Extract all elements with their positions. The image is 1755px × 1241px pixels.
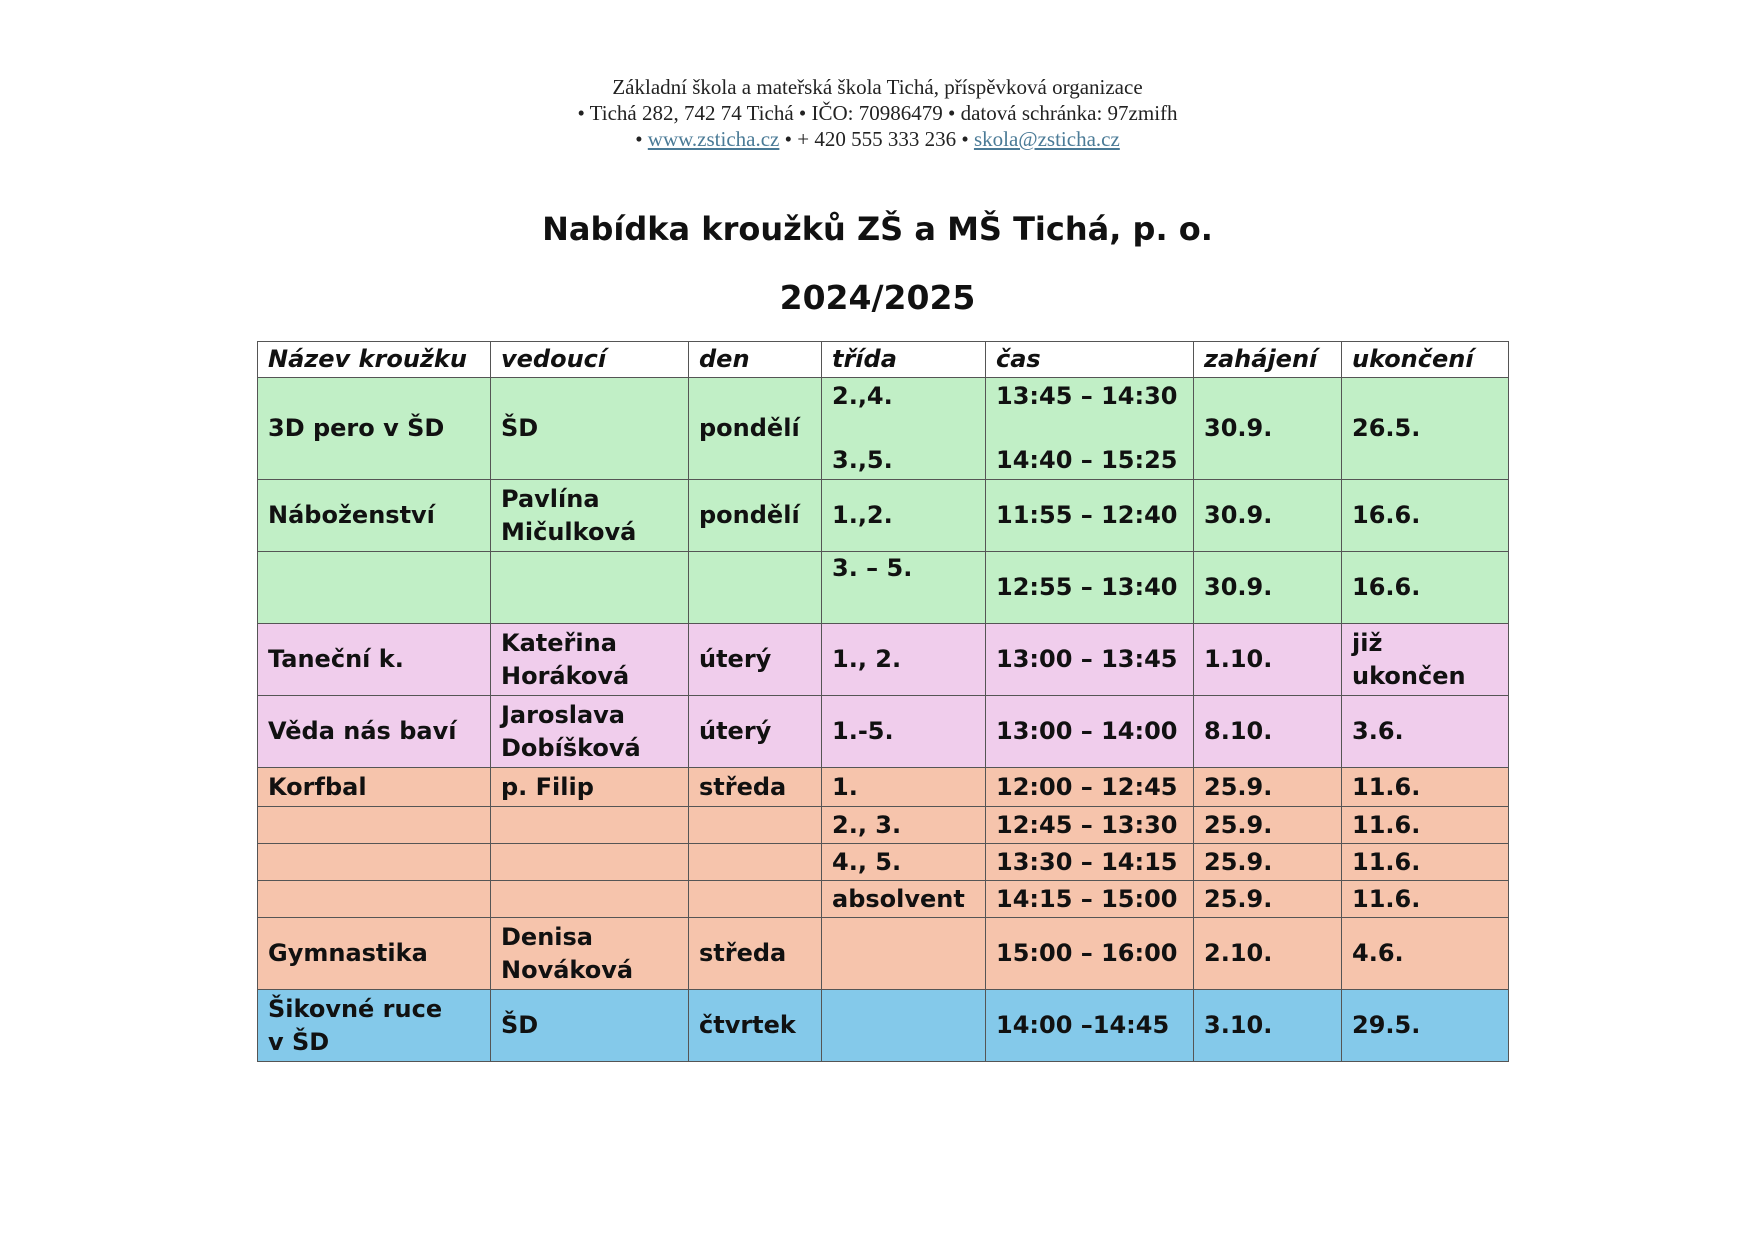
- cell-day: úterý: [689, 696, 822, 768]
- cell-leader: [491, 480, 689, 552]
- cell-time: 13:00 – 14:00: [986, 696, 1194, 768]
- bullet: •: [635, 127, 643, 151]
- leader-line: Jaroslava: [501, 700, 625, 729]
- cell-end: 3.6.: [1342, 696, 1509, 768]
- cell-day: středa: [689, 768, 822, 807]
- cell-start: 25.9.: [1194, 881, 1342, 918]
- cell-class: [822, 918, 986, 990]
- cell-class: 4., 5.: [822, 844, 986, 881]
- cell-name: [258, 844, 491, 881]
- cell-class: 3. – 5.: [822, 552, 986, 624]
- cell-start: 2.10.: [1194, 918, 1342, 990]
- cell-leader: ŠD: [491, 990, 689, 1062]
- col-header-day: den: [689, 342, 822, 378]
- cell-day: pondělí: [689, 480, 822, 552]
- cell-name: [258, 552, 491, 624]
- cell-start: 3.10.: [1194, 990, 1342, 1062]
- cell-end: 11.6.: [1342, 807, 1509, 844]
- col-header-class: třída: [822, 342, 986, 378]
- cell-class: absolvent: [822, 881, 986, 918]
- class-line: 3.,5.: [832, 446, 893, 474]
- cell-time: 12:00 – 12:45: [986, 768, 1194, 807]
- cell-name: Náboženství: [258, 480, 491, 552]
- table-row: [258, 990, 1509, 1062]
- cell-leader: [491, 807, 689, 844]
- cell-end: 16.6.: [1342, 480, 1509, 552]
- cell-class: 1.-5.: [822, 696, 986, 768]
- letterhead: [0, 74, 1755, 152]
- cell-name: Gymnastika: [258, 918, 491, 990]
- cell-end: 11.6.: [1342, 844, 1509, 881]
- cell-start: 30.9.: [1194, 552, 1342, 624]
- cell-day: středa: [689, 918, 822, 990]
- table-row: [258, 696, 1509, 768]
- cell-day: [689, 881, 822, 918]
- cell-name: 3D pero v ŠD: [258, 378, 491, 480]
- cell-day: [689, 844, 822, 881]
- cell-name: [258, 807, 491, 844]
- page-title: Nabídka kroužků ZŠ a MŠ Tichá, p. o.: [542, 210, 1213, 248]
- col-header-end: ukončení: [1342, 342, 1509, 378]
- leader-line: Mičulková: [501, 517, 637, 546]
- cell-time: 13:30 – 14:15: [986, 844, 1194, 881]
- cell-name: Věda nás baví: [258, 696, 491, 768]
- cell-name: [258, 881, 491, 918]
- cell-leader: [491, 696, 689, 768]
- table-row: [258, 552, 1509, 624]
- table-row: [258, 378, 1509, 480]
- table-row: [258, 768, 1509, 807]
- school-contacts: [0, 126, 1755, 152]
- cell-end: 26.5.: [1342, 378, 1509, 480]
- col-header-time: čas: [986, 342, 1194, 378]
- col-header-name: Název kroužku: [258, 342, 491, 378]
- leader-line: Nováková: [501, 955, 634, 984]
- cell-start: 30.9.: [1194, 378, 1342, 480]
- cell-class: 1.: [822, 768, 986, 807]
- cell-end: 4.6.: [1342, 918, 1509, 990]
- cell-day: [689, 807, 822, 844]
- cell-time: 12:45 – 13:30: [986, 807, 1194, 844]
- cell-leader: [491, 552, 689, 624]
- cell-end: 29.5.: [1342, 990, 1509, 1062]
- name-line: v ŠD: [268, 1027, 330, 1056]
- col-header-leader: vedoucí: [491, 342, 689, 378]
- cell-time: 15:00 – 16:00: [986, 918, 1194, 990]
- time-line: 14:40 – 15:25: [996, 446, 1178, 474]
- cell-name: Taneční k.: [258, 624, 491, 696]
- cell-start: 25.9.: [1194, 844, 1342, 881]
- leader-line: Horáková: [501, 661, 630, 690]
- cell-start: 25.9.: [1194, 768, 1342, 807]
- cell-time: 13:00 – 13:45: [986, 624, 1194, 696]
- cell-class: 1.,2.: [822, 480, 986, 552]
- cell-time: 14:15 – 15:00: [986, 881, 1194, 918]
- school-name: Základní škola a mateřská škola Tichá, příspěvková organizace: [612, 75, 1143, 99]
- school-year: 2024/2025: [779, 278, 976, 317]
- cell-start: 8.10.: [1194, 696, 1342, 768]
- cell-end: 16.6.: [1342, 552, 1509, 624]
- cell-day: úterý: [689, 624, 822, 696]
- clubs-table: [257, 341, 1509, 1062]
- leader-line: Kateřina: [501, 628, 617, 657]
- cell-leader: [491, 844, 689, 881]
- cell-leader: [491, 624, 689, 696]
- cell-day: pondělí: [689, 378, 822, 480]
- cell-class: [822, 990, 986, 1062]
- school-address: • Tichá 282, 742 74 Tichá • IČO: 70986479 • datová schránka: 97zmifh: [577, 101, 1178, 125]
- cell-leader: p. Filip: [491, 768, 689, 807]
- leader-line: Denisa: [501, 922, 593, 951]
- cell-time: 12:55 – 13:40: [986, 552, 1194, 624]
- table-row: [258, 844, 1509, 881]
- phone-number: • + 420 555 333 236 •: [784, 127, 969, 151]
- name-line: Šikovné ruce: [268, 994, 443, 1023]
- cell-time: 14:00 –14:45: [986, 990, 1194, 1062]
- cell-end: 11.6.: [1342, 881, 1509, 918]
- table-row: [258, 918, 1509, 990]
- email-link[interactable]: skola@zsticha.cz: [973, 127, 1120, 151]
- cell-start: 30.9.: [1194, 480, 1342, 552]
- cell-day: [689, 552, 822, 624]
- time-line: 13:45 – 14:30: [996, 382, 1178, 410]
- cell-leader: [491, 918, 689, 990]
- cell-end: 11.6.: [1342, 768, 1509, 807]
- table-header-row: [258, 342, 1509, 378]
- cell-leader: ŠD: [491, 378, 689, 480]
- table-row: [258, 807, 1509, 844]
- table-row: [258, 624, 1509, 696]
- cell-leader: [491, 881, 689, 918]
- cell-class: 2., 3.: [822, 807, 986, 844]
- end-line: již: [1352, 628, 1383, 657]
- cell-name: [258, 990, 491, 1062]
- cell-class: 1., 2.: [822, 624, 986, 696]
- leader-line: Pavlína: [501, 484, 600, 513]
- cell-time: 11:55 – 12:40: [986, 480, 1194, 552]
- leader-line: Dobíšková: [501, 733, 641, 762]
- cell-name: Korfbal: [258, 768, 491, 807]
- cell-time: [986, 378, 1194, 480]
- cell-start: 1.10.: [1194, 624, 1342, 696]
- website-link[interactable]: www.zsticha.cz: [647, 127, 780, 151]
- table-row: [258, 480, 1509, 552]
- end-line: ukončen: [1352, 661, 1466, 690]
- cell-day: čtvrtek: [689, 990, 822, 1062]
- cell-start: 25.9.: [1194, 807, 1342, 844]
- table-row: [258, 881, 1509, 918]
- class-line: 2.,4.: [832, 382, 893, 410]
- col-header-start: zahájení: [1194, 342, 1342, 378]
- cell-end: [1342, 624, 1509, 696]
- cell-class: [822, 378, 986, 480]
